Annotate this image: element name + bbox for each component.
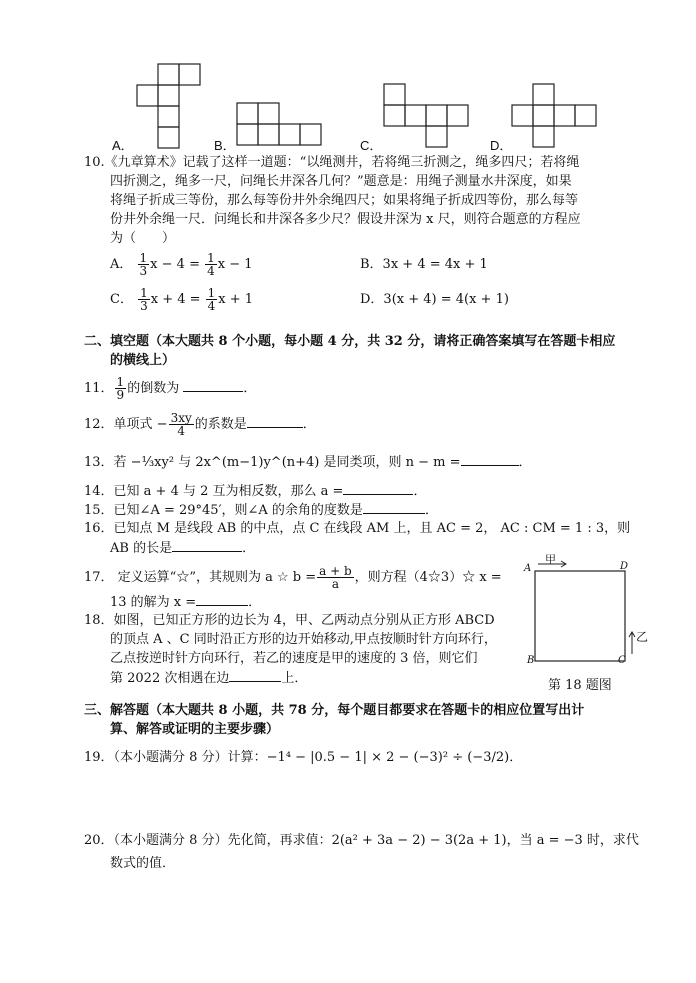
q16-line-1: 16．已知点 M 是线段 AB 的中点，点 C 在线段 AM 上，且 AC = 2， AC : CM = 1 : 3，则 (84, 521, 631, 536)
q10-option-c: C． $\frac{1}{3}$ x + 4 = $\frac{1}{4}$ x + 1 (110, 286, 254, 313)
q10-option-b: B．3x + 4 = 4x + 1 (360, 257, 488, 272)
q18-answer-blank[interactable] (229, 669, 281, 682)
q18-square-figure (520, 556, 640, 668)
q17-line-1: 17． 定义运算“☆”，其规则为 a ☆ b = $\frac{a + b}{a}$ ，则方程（4☆3）☆ x = (84, 564, 502, 591)
q12-answer-blank[interactable] (247, 415, 303, 428)
q11-answer-blank[interactable] (183, 379, 243, 392)
q11: 11． $\frac{1}{9}$ 的倒数为 ． (84, 375, 257, 402)
section-2-heading: 二、填空题（本大题共 8 个小题，每小题 4 分，共 32 分，请将正确答案填写在答题卡相应 (84, 334, 616, 349)
section-3-heading-2: 算、解答或证明的主要步骤） (110, 722, 280, 737)
q18-vertex-a: A (524, 563, 532, 574)
q9-option-b: B． (214, 138, 236, 153)
q9-option-a: A． (112, 138, 134, 153)
q17-line-2: 13 的解为 x = ． (110, 595, 262, 610)
q18-line-3: 乙点按逆时针方向环行，若乙的速度是甲的速度的 3 倍，则它们 (110, 651, 478, 666)
section-2-heading-2: 的横线上） (110, 353, 176, 368)
q20-line-1: 20．（本小题满分 8 分）先化简，再求值：2(a² + 3a − 2) − 3(2a + 1)，当 a = −3 时，求代 (84, 833, 639, 848)
q15: 15．已知∠A = 29°45′，则∠A 的余角的度数是 ． (84, 503, 438, 518)
q10-line-2: 四折测之，绳多一尺，问绳长井深各几何？”题意是：用绳子测量水井深度，如果 (110, 174, 572, 189)
q9-nets-figure (0, 0, 696, 160)
q10-line-3: 将绳子折成三等份，那么每等份井外余绳四尺；如果将绳子折成四等份，那么每等 (110, 193, 579, 208)
q9-option-c: C． (360, 138, 383, 153)
q13-answer-blank[interactable] (461, 453, 519, 466)
q14-answer-blank[interactable] (343, 482, 413, 495)
q18-line-1: 18．如图，已知正方形的边长为 4，甲、乙两动点分别从正方形 ABCD (84, 613, 495, 628)
q10-line-4: 份井外余绳一尺．问绳长和井深各多少尺？假设井深为 x 尺，则符合题意的方程应 (110, 212, 581, 227)
q14: 14．已知 a + 4 与 2 互为相反数，那么 a = ． (84, 484, 427, 499)
q20-line-2: 数式的值． (110, 856, 176, 871)
q12: 12．单项式 − $\frac{3xy}{4}$ 的系数是 ． (84, 411, 316, 438)
q16-line-2: AB 的长是 ． (110, 541, 256, 556)
section-3-heading: 三、解答题（本大题共 8 小题，共 78 分，每个题目都要求在答题卡的相应位置写出计 (84, 703, 585, 718)
q18-vertex-b: B (527, 655, 535, 666)
q18-caption: 第 18 题图 (548, 678, 612, 693)
q15-answer-blank[interactable] (363, 501, 425, 514)
q10-option-d: D．3(x + 4) = 4(x + 1) (360, 292, 509, 307)
q18-label-yi: 乙 (636, 630, 649, 644)
q19: 19．（本小题满分 8 分）计算：−1⁴ − |0.5 − 1| × 2 − (−3)² ÷ (−3/2)． (84, 750, 523, 765)
net-d (512, 84, 596, 147)
net-b (237, 103, 321, 145)
q10-option-a: A． $\frac{1}{3}$ x − 4 = $\frac{1}{4}$ x − 1 (110, 251, 253, 278)
net-a (137, 64, 200, 148)
q9-option-d: D． (490, 138, 513, 153)
q10-line-5: 为（ ） (110, 231, 176, 246)
q18-line-2: 的顶点 A 、C 同时沿正方形的边开始移动,甲点按顺时针方向环行， (110, 632, 497, 647)
q10-line-1: 10.《九章算术》记载了这样一道题：“以绳测井，若将绳三折测之，绳多四尺；若将绳 (84, 155, 580, 170)
net-c (384, 84, 468, 147)
q18-vertex-d: D (620, 561, 629, 572)
q18-line-4: 第 2022 次相遇在边 上． (110, 671, 308, 686)
q18-label-jia: 甲 (545, 553, 556, 566)
q13: 13．若 −⅓xy² 与 2x^(m−1)y^(n+4) 是同类项，则 n − m = ． (84, 455, 532, 470)
q16-answer-blank[interactable] (172, 539, 242, 552)
q17-answer-blank[interactable] (196, 593, 248, 606)
q18-vertex-c: C (618, 655, 626, 666)
